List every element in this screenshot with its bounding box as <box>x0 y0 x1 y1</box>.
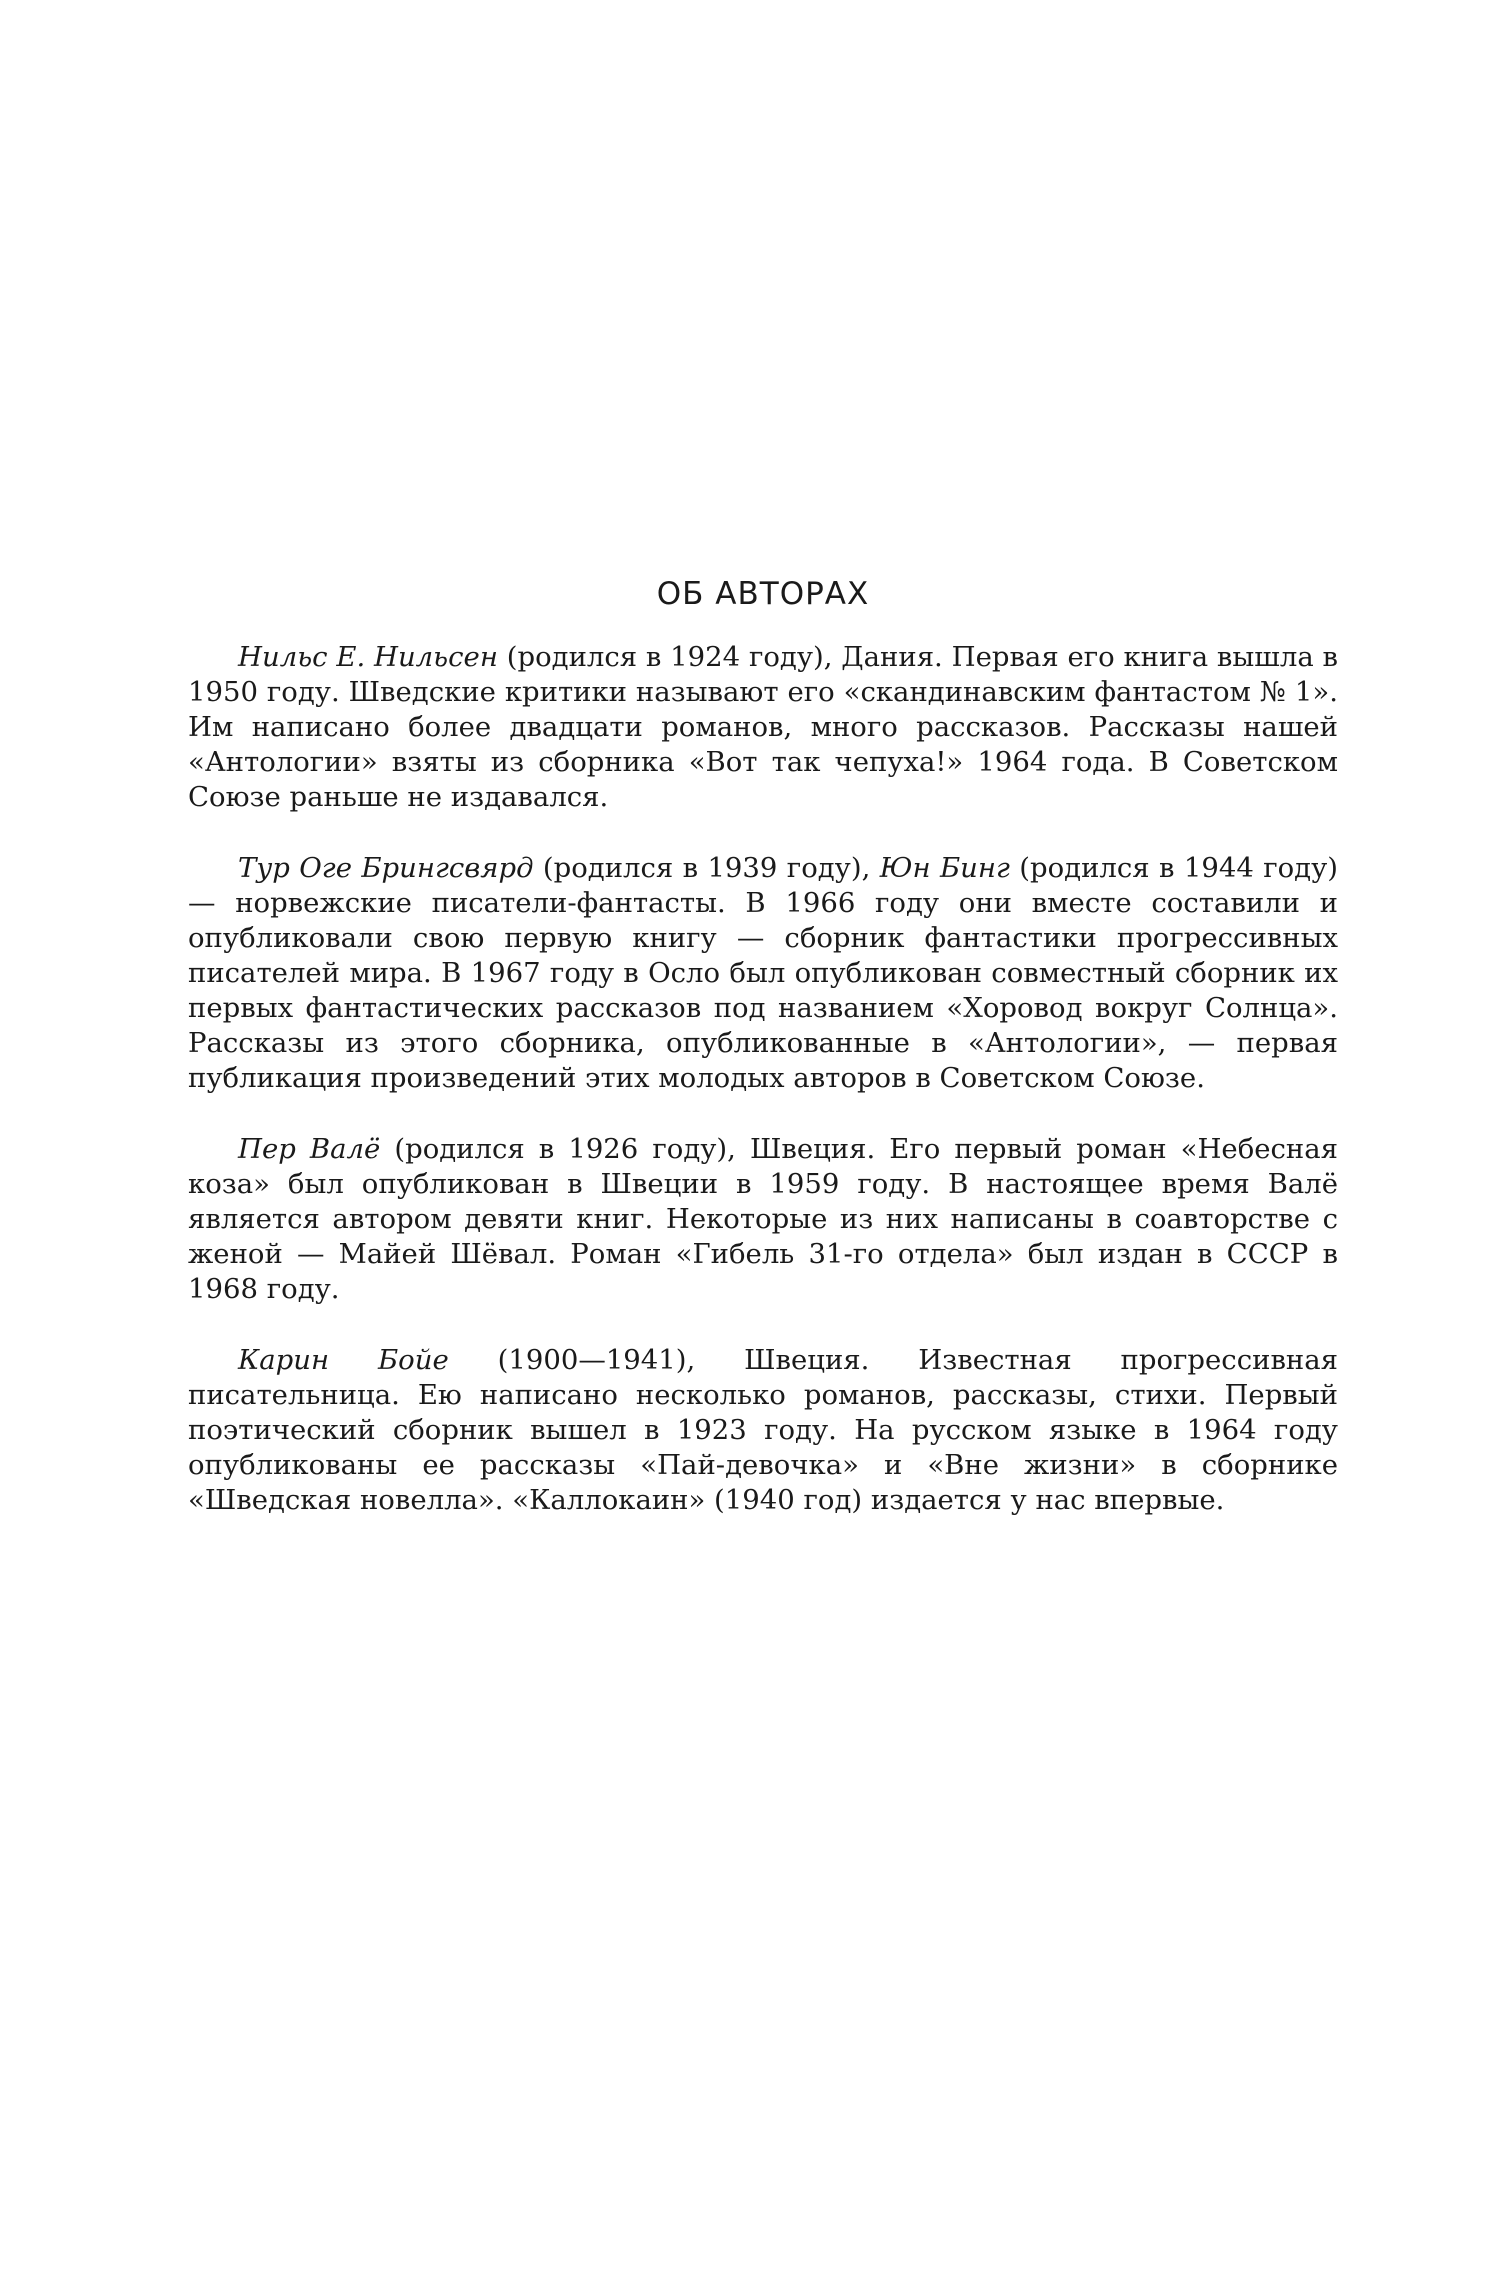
book-page <box>188 0 1338 2286</box>
author-name: Юн Бинг <box>879 852 1010 884</box>
author-bio-text: (родился в 1924 году), Дания. Первая его книга вышла в 1950 году. Шведские критики называют его «скандинавским фантастом № 1». Им написано более двадцати романов, много рассказов. Рассказы нашей «Антологии» взяты из сборника «Вот так чепуха!» 1964 года. В Советском Союзе раньше не издавался. <box>188 641 1339 813</box>
author-entry-wahloo <box>188 1132 1338 1307</box>
author-entry-bringsvaerd-bing <box>188 851 1338 1096</box>
author-name: Нильс Е. Нильсен <box>238 641 498 673</box>
author-bio-text: (родился в 1944 году) — норвежские писатели-фантасты. В 1966 году они вместе составили и опубликовали свою первую книгу — сборник фантастики прогрессивных писателей мира. В 1967 году в Осло был опубликован совместный сборник их первых фантастических рассказов под названием «Хоровод вокруг Солнца». Рассказы из этого сборника, опубликованные в «Антологии», — первая публикация произведений этих молодых авторов в Советском Союзе. <box>188 852 1338 1094</box>
author-entry-boye <box>188 1343 1338 1518</box>
author-name: Карин Бойе <box>238 1344 449 1376</box>
author-entry-nilsen <box>188 640 1338 815</box>
section-heading: ОБ АВТОРАХ <box>656 576 870 612</box>
author-bio-text: (1900—1941), Швеция. Известная прогрессивная писательница. Ею написано несколько романов, рассказы, стихи. Первый поэтический сборник вышел в 1923 году. На русском языке в 1964 году опубликованы ее рассказы «Пай-девочка» и «Вне жизни» в сборнике «Шведская новелла». «Каллокаин» (1940 год) издается у нас впервые. <box>188 1344 1338 1516</box>
author-name: Пер Валё <box>238 1133 381 1165</box>
author-entries <box>188 640 1338 1554</box>
author-name: Тур Оге Брингсвярд <box>238 852 534 884</box>
author-bio-text: (родился в 1939 году), <box>533 852 880 884</box>
author-bio-text: (родился в 1926 году), Швеция. Его первый роман «Небесная коза» был опубликован в Швеции в 1959 году. В настоящее время Валё является автором девяти книг. Некоторые из них написаны в соавторстве с женой — Майей Шёвал. Роман «Гибель 31-го отдела» был издан в СССР в 1968 году. <box>188 1133 1339 1305</box>
